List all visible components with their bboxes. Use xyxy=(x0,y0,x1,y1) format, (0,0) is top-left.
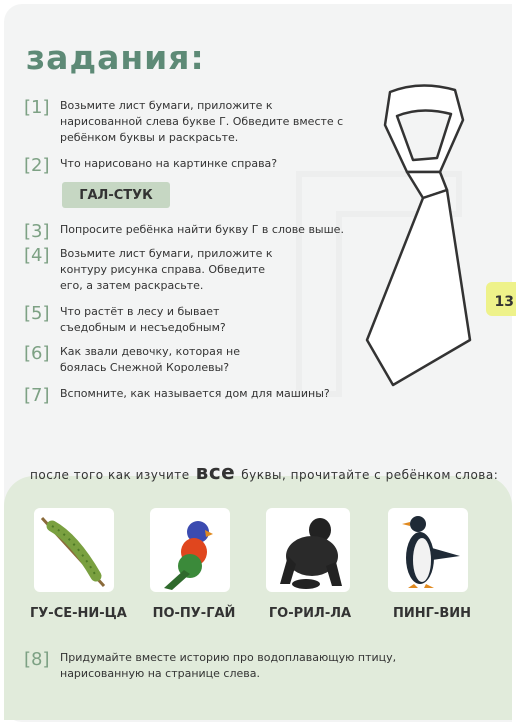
parrot-icon xyxy=(150,508,230,592)
task-number: [1] xyxy=(24,97,50,118)
panel-title-after: буквы, прочитайте с ребёнком слова: xyxy=(241,468,499,482)
word-penguin: ПИНГ-ВИН xyxy=(393,606,471,621)
page-title: задания: xyxy=(26,38,205,77)
word-parrot: ПО-ПУ-ГАЙ xyxy=(152,606,236,621)
task-text: Попросите ребёнка найти букву Г в слове выше. xyxy=(60,223,344,236)
gorilla-icon xyxy=(266,508,350,592)
task-number: [2] xyxy=(24,155,50,176)
parrot-card xyxy=(150,508,230,592)
task-text: Вспомните, как называется дом для машины? xyxy=(60,387,330,400)
task-5 xyxy=(24,304,354,336)
task-1 xyxy=(24,98,354,146)
page-number: 13 xyxy=(494,294,514,310)
task-text: Придумайте вместе историю про водоплавающую птицу, нарисованную на странице слева. xyxy=(60,651,397,680)
task-text: Что растёт в лесу и бывает съедобным и несъедобным? xyxy=(60,305,226,334)
syllable-word-box: ГАЛ-СТУК xyxy=(62,182,170,208)
caterpillar-icon xyxy=(34,508,114,592)
caterpillar-card xyxy=(34,508,114,592)
penguin-icon xyxy=(388,508,468,592)
task-number: [5] xyxy=(24,303,50,324)
task-number: [7] xyxy=(24,385,50,406)
panel-title-before: после того как изучите xyxy=(30,468,190,482)
task-text: Возьмите лист бумаги, приложите к нарисованной слева букве Г. Обведите вместе с ребёнком буквы и раскрасьте. xyxy=(60,99,344,144)
gorilla-card xyxy=(266,508,350,592)
word-gorilla: ГО-РИЛ-ЛА xyxy=(268,606,352,621)
task-7 xyxy=(24,386,354,406)
panel-title-big: все xyxy=(195,460,236,484)
word-caterpillar: ГУ-СЕ-НИ-ЦА xyxy=(30,606,127,621)
task-4 xyxy=(24,246,354,294)
task-3 xyxy=(24,222,354,242)
task-number: [3] xyxy=(24,221,50,242)
task-number: [4] xyxy=(24,245,50,266)
task-number: [6] xyxy=(24,343,50,364)
task-text: Возьмите лист бумаги, приложите к контуру рисунка справа. Обведите его, а затем раскрасьте. xyxy=(60,247,273,292)
task-text: Как звали девочку, которая не боялась Снежной Королевы? xyxy=(60,345,240,374)
task-2 xyxy=(24,156,354,176)
penguin-card xyxy=(388,508,468,592)
task-6 xyxy=(24,344,354,376)
task-text: Что нарисовано на картинке справа? xyxy=(60,157,278,170)
task-8 xyxy=(24,650,464,682)
tie-outline-drawing xyxy=(355,80,485,404)
reading-panel-title xyxy=(30,460,499,484)
task-number: [8] xyxy=(24,649,50,670)
